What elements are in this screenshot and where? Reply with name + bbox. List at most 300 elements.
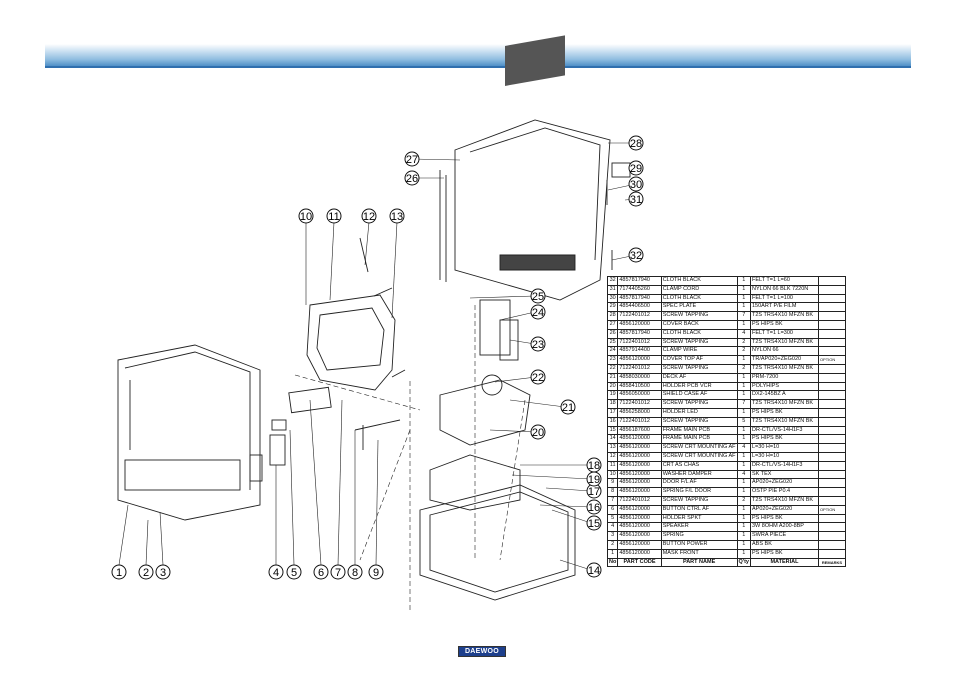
table-cell-code: 4854406500: [618, 303, 661, 312]
table-header-no: No: [608, 558, 618, 567]
table-cell-no: 25: [608, 338, 618, 347]
svg-text:28: 28: [629, 138, 643, 150]
table-cell-qty: 2: [737, 364, 750, 373]
table-cell-no: 4: [608, 523, 618, 532]
table-row: [608, 277, 846, 286]
table-cell-material: T2S TRS4X10 MFZN BK: [751, 364, 819, 373]
table-cell-name: CLAMP CORD: [661, 285, 737, 294]
table-cell-name: MASK FRONT: [661, 549, 737, 558]
callout-7: [331, 565, 345, 579]
table-cell-material: PS HIPS BK: [751, 435, 819, 444]
table-cell-remarks: [818, 373, 845, 382]
table-cell-qty: 1: [737, 549, 750, 558]
table-cell-code: 4856120000: [618, 488, 661, 497]
table-row: [608, 347, 846, 356]
table-cell-qty: 1: [737, 435, 750, 444]
svg-text:1: 1: [115, 567, 123, 579]
table-cell-qty: 1: [737, 426, 750, 435]
table-row: [608, 435, 846, 444]
table-row: [608, 549, 846, 558]
table-cell-code: 7122401012: [618, 496, 661, 505]
table-cell-no: 24: [608, 347, 618, 356]
svg-text:31: 31: [629, 194, 643, 206]
table-cell-code: 4856120000: [618, 532, 661, 541]
table-row: [608, 356, 846, 365]
table-cell-qty: 4: [737, 329, 750, 338]
table-cell-qty: 1: [737, 391, 750, 400]
svg-text:9: 9: [372, 567, 380, 579]
table-cell-qty: 1: [737, 452, 750, 461]
parts-list-table: [607, 276, 846, 567]
table-header-name: PART NAME: [661, 558, 737, 567]
callout-18: [587, 458, 601, 472]
table-cell-material: POLYHIPS: [751, 382, 819, 391]
svg-text:27: 27: [405, 154, 419, 166]
table-cell-code: 4856120000: [618, 435, 661, 444]
table-cell-material: FELT T=1 L=60: [751, 277, 819, 286]
svg-text:10: 10: [299, 211, 313, 223]
callout-20: [531, 425, 545, 439]
table-cell-name: SPRING: [661, 532, 737, 541]
svg-text:25: 25: [531, 291, 545, 303]
table-cell-no: 30: [608, 294, 618, 303]
table-cell-qty: 1: [737, 294, 750, 303]
table-cell-qty: 1: [737, 320, 750, 329]
table-row: [608, 505, 846, 514]
callout-14: [587, 563, 601, 577]
table-cell-no: 2: [608, 540, 618, 549]
table-cell-qty: 1: [737, 382, 750, 391]
table-cell-material: PS HIPS BK: [751, 408, 819, 417]
table-cell-code: 4856120000: [618, 452, 661, 461]
table-cell-code: 7122401012: [618, 312, 661, 321]
svg-text:15: 15: [587, 518, 601, 530]
table-cell-name: CLOTH BLACK: [661, 294, 737, 303]
table-row: [608, 540, 846, 549]
svg-text:6: 6: [317, 567, 325, 579]
table-cell-remarks: [818, 303, 845, 312]
table-cell-material: T2S TRS4X10 MFZN BK: [751, 400, 819, 409]
table-cell-qty: 4: [737, 444, 750, 453]
callout-6: [314, 565, 328, 579]
table-row: [608, 488, 846, 497]
table-cell-material: OSTP PIE P0.4: [751, 488, 819, 497]
table-cell-no: 11: [608, 461, 618, 470]
table-cell-no: 5: [608, 514, 618, 523]
table-cell-material: TR/AP020+ZEG020: [751, 356, 819, 365]
table-cell-name: SCREW TAPPING: [661, 417, 737, 426]
table-row: [608, 400, 846, 409]
table-cell-name: SCREW CRT MOUNTING AF: [661, 452, 737, 461]
table-cell-code: 4857817940: [618, 329, 661, 338]
table-cell-no: 27: [608, 320, 618, 329]
callout-3: [156, 565, 170, 579]
table-cell-remarks: [818, 549, 845, 558]
callout-23: [531, 337, 545, 351]
table-cell-name: CLAMP WIRE: [661, 347, 737, 356]
table-row: [608, 338, 846, 347]
table-cell-no: 13: [608, 444, 618, 453]
table-cell-no: 23: [608, 356, 618, 365]
table-cell-name: HOLDER SPKT: [661, 514, 737, 523]
table-cell-no: 16: [608, 417, 618, 426]
table-cell-qty: 1: [737, 303, 750, 312]
svg-text:19: 19: [587, 474, 601, 486]
callout-25: [531, 289, 545, 303]
table-cell-material: DR-CTL/VS-14H1F3: [751, 461, 819, 470]
table-cell-name: BUTTON POWER: [661, 540, 737, 549]
table-cell-no: 32: [608, 277, 618, 286]
table-cell-code: 7122401012: [618, 417, 661, 426]
chassis-outline: [420, 485, 575, 600]
table-cell-remarks: [818, 532, 845, 541]
table-cell-qty: 1: [737, 285, 750, 294]
table-row: [608, 479, 846, 488]
table-cell-material: ABS BK: [751, 540, 819, 549]
table-cell-material: 150ART P/E FILM: [751, 303, 819, 312]
table-cell-qty: 1: [737, 523, 750, 532]
svg-text:13: 13: [390, 211, 404, 223]
table-cell-material: T2S TRS4X10 MFZN BK: [751, 417, 819, 426]
table-cell-code: 7122401012: [618, 400, 661, 409]
table-header-material: MATERIAL: [751, 558, 819, 567]
table-row: [608, 408, 846, 417]
table-cell-name: SPEAKER: [661, 523, 737, 532]
table-row: [608, 382, 846, 391]
callout-8: [348, 565, 362, 579]
table-cell-code: 4856120000: [618, 461, 661, 470]
table-cell-qty: 1: [737, 488, 750, 497]
table-row: [608, 373, 846, 382]
table-row: [608, 312, 846, 321]
svg-text:23: 23: [531, 339, 545, 351]
table-cell-material: SWRA PIECE: [751, 532, 819, 541]
table-cell-name: CLOTH BLACK: [661, 277, 737, 286]
table-cell-material: PS HIPS BK: [751, 514, 819, 523]
table-cell-name: SCREW TAPPING: [661, 338, 737, 347]
svg-text:30: 30: [629, 179, 643, 191]
crt-outline: [307, 295, 395, 390]
svg-text:29: 29: [629, 163, 643, 175]
table-cell-name: FRAME MAIN PCB: [661, 435, 737, 444]
svg-text:21: 21: [561, 402, 575, 414]
table-cell-remarks: [818, 488, 845, 497]
table-cell-material: L=30 H=10: [751, 444, 819, 453]
table-cell-name: DECK AF: [661, 373, 737, 382]
table-cell-remarks: [818, 391, 845, 400]
table-cell-remarks: [818, 435, 845, 444]
svg-text:12: 12: [362, 211, 376, 223]
svg-text:5: 5: [290, 567, 298, 579]
svg-text:20: 20: [531, 427, 545, 439]
table-cell-remarks: [818, 285, 845, 294]
daewoo-logo: DAEWOO: [458, 646, 506, 657]
table-cell-code: 4856120000: [618, 540, 661, 549]
table-cell-name: DOOR F/L AF: [661, 479, 737, 488]
table-cell-qty: 1: [737, 373, 750, 382]
callout-27: [405, 152, 419, 166]
table-row: [608, 417, 846, 426]
table-cell-material: PRM-7200: [751, 373, 819, 382]
table-cell-code: 4856120000: [618, 320, 661, 329]
table-cell-name: FRAME MAIN PCB: [661, 426, 737, 435]
table-cell-no: 1: [608, 549, 618, 558]
table-row: [608, 514, 846, 523]
table-cell-material: FELT T=1 L=300: [751, 329, 819, 338]
table-cell-remarks: [818, 329, 845, 338]
table-cell-name: CLOTH BLACK: [661, 329, 737, 338]
table-cell-name: CRT AS CHAS: [661, 461, 737, 470]
callout-29: [629, 161, 643, 175]
table-cell-name: SCREW TAPPING: [661, 364, 737, 373]
table-cell-code: 4856120000: [618, 514, 661, 523]
table-cell-no: 3: [608, 532, 618, 541]
table-cell-remarks: [818, 277, 845, 286]
table-cell-material: T2S TRS4X10 MFZN BK: [751, 496, 819, 505]
table-cell-remarks: [818, 338, 845, 347]
table-cell-qty: 5: [737, 417, 750, 426]
svg-text:7: 7: [334, 567, 342, 579]
table-cell-code: 7122401012: [618, 338, 661, 347]
table-cell-code: 4856050000: [618, 391, 661, 400]
table-cell-name: SCREW TAPPING: [661, 496, 737, 505]
table-cell-material: PS HIPS BK: [751, 320, 819, 329]
table-cell-material: SK TEX: [751, 470, 819, 479]
table-cell-name: HOLDER LED: [661, 408, 737, 417]
table-cell-no: 29: [608, 303, 618, 312]
table-header-row: [608, 558, 846, 567]
table-cell-remarks: OPTION: [818, 505, 845, 514]
table-cell-name: SPRING F/L DOOR: [661, 488, 737, 497]
table-cell-no: 12: [608, 452, 618, 461]
table-cell-material: PS HIPS BK: [751, 549, 819, 558]
table-cell-material: NYLON 66: [751, 347, 819, 356]
table-cell-code: 4856120000: [618, 479, 661, 488]
table-row: [608, 461, 846, 470]
table-cell-code: 4856187600: [618, 426, 661, 435]
svg-text:4: 4: [272, 567, 280, 579]
table-cell-remarks: [818, 312, 845, 321]
callout-19: [587, 472, 601, 486]
table-cell-no: 6: [608, 505, 618, 514]
table-row: [608, 532, 846, 541]
svg-text:8: 8: [351, 567, 359, 579]
table-cell-remarks: [818, 408, 845, 417]
table-cell-no: 22: [608, 364, 618, 373]
table-cell-material: AP020+ZEG020: [751, 479, 819, 488]
table-cell-remarks: [818, 523, 845, 532]
table-cell-no: 9: [608, 479, 618, 488]
table-cell-qty: 1: [737, 540, 750, 549]
table-row: [608, 452, 846, 461]
callout-12: [362, 209, 376, 223]
svg-text:16: 16: [587, 502, 601, 514]
table-cell-remarks: [818, 382, 845, 391]
table-cell-material: NYLON 66 BLK 7220N: [751, 285, 819, 294]
table-row: [608, 303, 846, 312]
table-cell-name: HOLDER PCB VCR: [661, 382, 737, 391]
svg-text:2: 2: [142, 567, 150, 579]
table-row: [608, 320, 846, 329]
table-row: [608, 426, 846, 435]
callout-22: [531, 370, 545, 384]
table-cell-remarks: [818, 294, 845, 303]
table-cell-name: SPEC PLATE: [661, 303, 737, 312]
table-cell-no: 8: [608, 488, 618, 497]
table-cell-code: 4858410500: [618, 382, 661, 391]
table-cell-qty: 2: [737, 338, 750, 347]
table-row: [608, 444, 846, 453]
table-cell-code: 4856120000: [618, 444, 661, 453]
svg-text:22: 22: [531, 372, 545, 384]
callout-32: [629, 248, 643, 262]
table-row: [608, 364, 846, 373]
table-cell-no: 10: [608, 470, 618, 479]
svg-text:18: 18: [587, 460, 601, 472]
table-header-qty: Q'ty: [737, 558, 750, 567]
table-cell-name: SHIELD CASE AF: [661, 391, 737, 400]
table-cell-name: WASHER DAMPER: [661, 470, 737, 479]
table-cell-qty: 4: [737, 470, 750, 479]
table-cell-qty: 1: [737, 479, 750, 488]
table-cell-qty: 1: [737, 514, 750, 523]
table-cell-no: 17: [608, 408, 618, 417]
svg-text:32: 32: [629, 250, 643, 262]
callout-26: [405, 171, 419, 185]
table-cell-remarks: [818, 540, 845, 549]
svg-text:11: 11: [328, 211, 340, 223]
table-row: [608, 294, 846, 303]
table-cell-remarks: OPTION: [818, 356, 845, 365]
table-cell-name: BUTTON CTRL AF: [661, 505, 737, 514]
table-cell-remarks: [818, 444, 845, 453]
svg-text:17: 17: [587, 486, 601, 498]
table-cell-material: T2S TRS4X10 MFZN BK: [751, 312, 819, 321]
table-cell-remarks: [818, 514, 845, 523]
table-cell-remarks: [818, 320, 845, 329]
front-mask-outline: [118, 345, 260, 520]
table-cell-name: COVER BACK: [661, 320, 737, 329]
table-cell-remarks: [818, 479, 845, 488]
table-cell-remarks: [818, 461, 845, 470]
table-cell-qty: 2: [737, 496, 750, 505]
callout-10: [299, 209, 313, 223]
table-cell-code: 4856120000: [618, 549, 661, 558]
table-cell-remarks: [818, 364, 845, 373]
callout-9: [369, 565, 383, 579]
table-row: [608, 329, 846, 338]
table-row: [608, 496, 846, 505]
table-cell-no: 14: [608, 435, 618, 444]
table-row: [608, 470, 846, 479]
callout-30: [629, 177, 643, 191]
table-cell-material: DR-CTL/VS-14H1F3: [751, 426, 819, 435]
table-cell-name: SCREW TAPPING: [661, 400, 737, 409]
table-cell-qty: 1: [737, 408, 750, 417]
table-cell-code: 4856258000: [618, 408, 661, 417]
table-cell-qty: 1: [737, 356, 750, 365]
table-cell-remarks: [818, 496, 845, 505]
svg-text:24: 24: [531, 307, 545, 319]
table-cell-code: 4856120000: [618, 505, 661, 514]
callout-4: [269, 565, 283, 579]
table-cell-qty: 1: [737, 461, 750, 470]
table-row: [608, 285, 846, 294]
table-cell-qty: 1: [737, 532, 750, 541]
table-cell-no: 7: [608, 496, 618, 505]
table-cell-no: 31: [608, 285, 618, 294]
table-cell-no: 20: [608, 382, 618, 391]
callout-31: [629, 192, 643, 206]
table-header-code: PART CODE: [618, 558, 661, 567]
table-header-remarks: REMARKS: [818, 558, 845, 567]
callout-1: [112, 565, 126, 579]
table-cell-code: 7122401012: [618, 364, 661, 373]
table-cell-material: 3W 8OHM A200-8BP: [751, 523, 819, 532]
table-cell-no: 15: [608, 426, 618, 435]
table-cell-code: 4857914400: [618, 347, 661, 356]
table-cell-qty: 7: [737, 312, 750, 321]
table-cell-code: 4857817940: [618, 277, 661, 286]
table-cell-qty: 2: [737, 347, 750, 356]
table-row: [608, 391, 846, 400]
table-cell-material: T2S TRS4X10 MFZN BK: [751, 338, 819, 347]
callout-5: [287, 565, 301, 579]
table-cell-code: 4856120000: [618, 523, 661, 532]
svg-text:26: 26: [405, 173, 419, 185]
table-cell-remarks: [818, 452, 845, 461]
callout-16: [587, 500, 601, 514]
table-cell-material: FELT T=1 L=100: [751, 294, 819, 303]
table-cell-material: DX2-145BZ A: [751, 391, 819, 400]
table-cell-remarks: [818, 470, 845, 479]
back-cover-outline: [455, 120, 610, 300]
callout-24: [531, 305, 545, 319]
table-cell-code: 7174405260: [618, 285, 661, 294]
table-cell-material: L=30 H=10: [751, 452, 819, 461]
svg-text:3: 3: [159, 567, 167, 579]
svg-text:14: 14: [587, 565, 601, 577]
callout-21: [561, 400, 575, 414]
table-cell-qty: 7: [737, 400, 750, 409]
callout-11: [327, 209, 341, 223]
table-cell-qty: 1: [737, 505, 750, 514]
table-cell-name: SCREW CRT MOUNTING AF: [661, 444, 737, 453]
table-cell-code: 4857817940: [618, 294, 661, 303]
table-cell-remarks: [818, 417, 845, 426]
table-cell-no: 21: [608, 373, 618, 382]
callout-28: [629, 136, 643, 150]
table-cell-remarks: [818, 426, 845, 435]
table-row: [608, 523, 846, 532]
table-cell-name: SCREW TAPPING: [661, 312, 737, 321]
table-cell-no: 26: [608, 329, 618, 338]
callout-2: [139, 565, 153, 579]
table-cell-qty: 1: [737, 277, 750, 286]
table-cell-code: 4856120000: [618, 470, 661, 479]
table-cell-remarks: [818, 347, 845, 356]
table-cell-no: 28: [608, 312, 618, 321]
table-cell-no: 18: [608, 400, 618, 409]
table-cell-code: 4856120000: [618, 356, 661, 365]
callout-15: [587, 516, 601, 530]
table-cell-remarks: [818, 400, 845, 409]
table-cell-material: AP020+ZEG020: [751, 505, 819, 514]
callout-13: [390, 209, 404, 223]
table-cell-no: 19: [608, 391, 618, 400]
table-cell-name: COVER TOP AF: [661, 356, 737, 365]
table-cell-code: 4858030000: [618, 373, 661, 382]
